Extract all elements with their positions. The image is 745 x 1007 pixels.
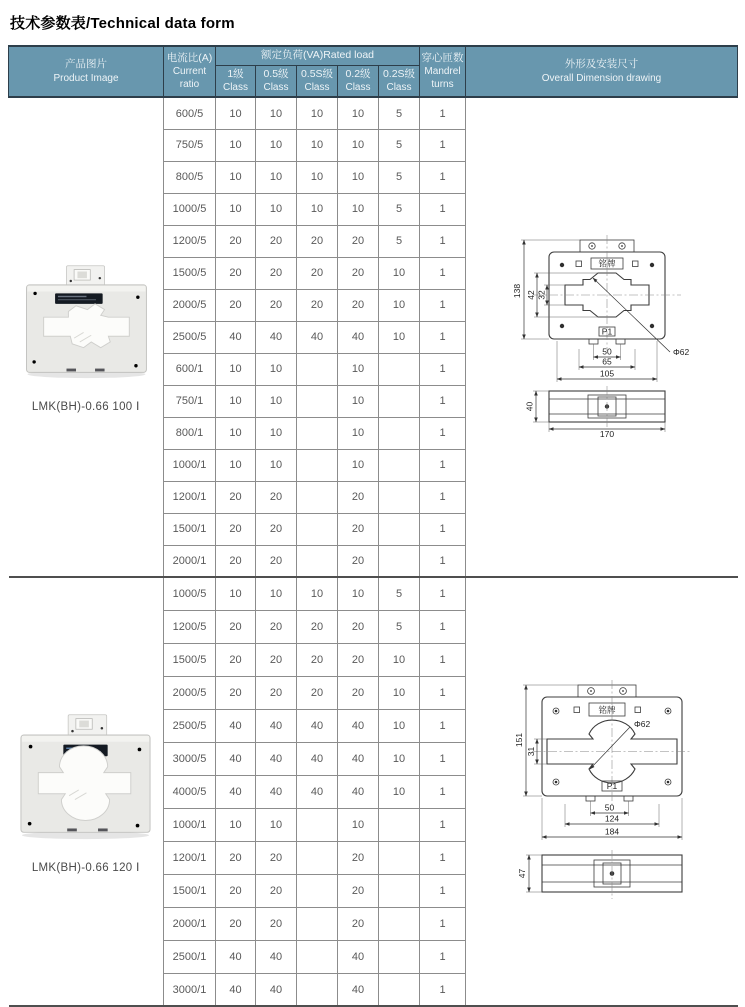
- rated-load-cell: 5: [379, 161, 420, 193]
- current-ratio-cell: 800/1: [164, 417, 216, 449]
- rated-load-cell: 10: [338, 449, 379, 481]
- rated-load-cell: 10: [216, 353, 256, 385]
- rated-load-cell: 10: [216, 129, 256, 161]
- mandrel-turns-cell: 1: [420, 513, 466, 545]
- rated-load-cell: 40: [256, 321, 297, 353]
- rated-load-cell: 20: [297, 610, 338, 643]
- bottom-dimensions: [557, 341, 657, 382]
- current-ratio-cell: 1200/1: [164, 481, 216, 513]
- rated-load-cell: 10: [338, 353, 379, 385]
- mandrel-turns-cell: 1: [420, 709, 466, 742]
- rated-load-cell: 40: [338, 973, 379, 1006]
- rated-load-cell: 10: [379, 321, 420, 353]
- rated-load-cell: 40: [256, 709, 297, 742]
- mandrel-turns-cell: 1: [420, 225, 466, 257]
- current-ratio-cell: 750/1: [164, 385, 216, 417]
- rated-load-cell: 40: [338, 940, 379, 973]
- rated-load-cell: [297, 449, 338, 481]
- current-ratio-cell: 2500/5: [164, 709, 216, 742]
- rated-load-cell: 10: [379, 289, 420, 321]
- class-05s-en: Class: [304, 82, 330, 94]
- rated-load-cell: [297, 481, 338, 513]
- rated-load-cell: 20: [338, 907, 379, 940]
- mandrel-turns-cell: 1: [420, 545, 466, 577]
- rated-load-cell: 10: [216, 808, 256, 841]
- rated-load-cell: [297, 385, 338, 417]
- class-05s-zh: 0.5S级: [300, 67, 334, 80]
- rated-load-cell: 20: [216, 676, 256, 709]
- dim-front-height-2: 151: [513, 732, 524, 747]
- rated-load-cell: 10: [256, 193, 297, 225]
- rating-label: [55, 293, 103, 303]
- rated-load-cell: 20: [216, 874, 256, 907]
- rated-load-cell: 10: [338, 161, 379, 193]
- rated-load-cell: 10: [297, 577, 338, 610]
- diameter-label-1: Φ62: [672, 347, 689, 358]
- current-ratio-cell: 1500/1: [164, 513, 216, 545]
- mandrel-turns-cell: 1: [420, 353, 466, 385]
- rated-load-cell: 20: [256, 545, 297, 577]
- rated-load-cell: 40: [338, 775, 379, 808]
- rated-load-cell: 20: [338, 257, 379, 289]
- header-class-02s: [379, 65, 420, 97]
- table-header: [9, 46, 738, 97]
- front-view: [532, 680, 692, 807]
- current-ratio-cell: 1200/1: [164, 841, 216, 874]
- rated-load-cell: 40: [256, 973, 297, 1006]
- rated-load-cell: 10: [338, 385, 379, 417]
- rated-load-cell: 10: [256, 129, 297, 161]
- rated-load-cell: 20: [216, 289, 256, 321]
- rated-load-cell: 40: [216, 321, 256, 353]
- rated-load-cell: 20: [256, 907, 297, 940]
- rated-load-cell: [379, 481, 420, 513]
- dimension-drawing-1: [477, 231, 727, 438]
- rated-load-cell: 20: [256, 841, 297, 874]
- rated-load-cell: 20: [338, 874, 379, 907]
- rated-load-cell: 10: [256, 808, 297, 841]
- technical-data-table: [8, 45, 738, 1007]
- rated-load-cell: 10: [256, 161, 297, 193]
- rated-load-cell: 40: [216, 775, 256, 808]
- mandrel-turns-cell: 1: [420, 973, 466, 1006]
- rated-load-cell: 40: [297, 742, 338, 775]
- header-current-ratio-en2: ratio: [179, 79, 200, 91]
- rated-load-cell: 20: [338, 610, 379, 643]
- rated-load-cell: 20: [338, 643, 379, 676]
- p1-label-1: P1: [601, 326, 612, 337]
- current-ratio-cell: 2000/5: [164, 676, 216, 709]
- rated-load-cell: 40: [297, 709, 338, 742]
- rated-load-cell: 20: [216, 481, 256, 513]
- product-label-1: LMK(BH)-0.66 100 Ⅰ: [31, 400, 140, 413]
- rated-load-cell: [379, 449, 420, 481]
- current-ratio-cell: 2000/1: [164, 907, 216, 940]
- rated-load-cell: 10: [379, 709, 420, 742]
- rated-load-cell: 20: [256, 610, 297, 643]
- mandrel-turns-cell: 1: [420, 907, 466, 940]
- rated-load-cell: 10: [379, 643, 420, 676]
- dim-side-height-1: 40: [524, 402, 535, 412]
- dim-w1-2: 50: [604, 802, 614, 813]
- header-rated-load: 额定负荷(VA)Rated load: [216, 46, 420, 65]
- dimension-drawing-cell-1: [466, 97, 738, 577]
- product-label-2: LMK(BH)-0.66 120 Ⅰ: [31, 862, 140, 875]
- page-title: 技术参数表/Technical data form: [10, 15, 235, 32]
- rated-load-cell: 20: [338, 545, 379, 577]
- mandrel-turns-cell: 1: [420, 321, 466, 353]
- mandrel-turns-cell: 1: [420, 161, 466, 193]
- rated-load-cell: 40: [256, 742, 297, 775]
- rated-load-cell: 10: [297, 193, 338, 225]
- mandrel-turns-cell: 1: [420, 577, 466, 610]
- current-ratio-cell: 2000/1: [164, 545, 216, 577]
- rated-load-cell: 10: [379, 676, 420, 709]
- rated-load-cell: 40: [338, 709, 379, 742]
- rated-load-cell: 10: [256, 97, 297, 129]
- rated-load-cell: [297, 545, 338, 577]
- rated-load-cell: 20: [216, 225, 256, 257]
- header-mandrel-en2: turns: [431, 79, 454, 91]
- rated-load-cell: [297, 417, 338, 449]
- current-ratio-cell: 4000/5: [164, 775, 216, 808]
- current-ratio-cell: 1500/1: [164, 874, 216, 907]
- class-1-en: Class: [222, 82, 248, 94]
- rated-load-cell: 20: [256, 289, 297, 321]
- rated-load-cell: 10: [338, 129, 379, 161]
- header-product-image-en: Product Image: [53, 72, 119, 84]
- mandrel-turns-cell: 1: [420, 417, 466, 449]
- header-dimension-drawing: [466, 46, 738, 97]
- section-lmk-100: [9, 97, 738, 577]
- rated-load-cell: 20: [216, 513, 256, 545]
- rated-load-cell: [297, 808, 338, 841]
- mandrel-turns-cell: 1: [420, 808, 466, 841]
- rated-load-cell: [297, 513, 338, 545]
- mandrel-turns-cell: 1: [420, 775, 466, 808]
- mandrel-turns-cell: 1: [420, 449, 466, 481]
- current-ratio-cell: 1200/5: [164, 610, 216, 643]
- rated-load-cell: 10: [297, 161, 338, 193]
- rated-load-cell: 5: [379, 129, 420, 161]
- header-product-image: [9, 46, 164, 97]
- section-lmk-120: [9, 577, 738, 1006]
- rated-load-cell: 20: [338, 513, 379, 545]
- current-ratio-cell: 600/1: [164, 353, 216, 385]
- rated-load-cell: 20: [338, 481, 379, 513]
- current-ratio-cell: 1500/5: [164, 643, 216, 676]
- rated-load-cell: [379, 973, 420, 1006]
- rated-load-cell: [379, 385, 420, 417]
- dim-hole-inner-2: 31: [525, 746, 536, 757]
- header-class-05: [256, 65, 297, 97]
- rated-load-cell: 20: [216, 643, 256, 676]
- rated-load-cell: 10: [338, 417, 379, 449]
- p1-label-2: P1: [606, 780, 617, 791]
- rated-load-cell: 10: [338, 808, 379, 841]
- rated-load-cell: [379, 841, 420, 874]
- dim-w1-1: 50: [602, 346, 612, 357]
- mandrel-turns-cell: 1: [420, 193, 466, 225]
- rated-load-cell: 10: [379, 742, 420, 775]
- rated-load-cell: 10: [338, 577, 379, 610]
- rated-load-cell: 10: [297, 129, 338, 161]
- rated-load-cell: 5: [379, 225, 420, 257]
- rated-load-cell: 10: [256, 417, 297, 449]
- header-mandrel-turns: [420, 46, 466, 97]
- rated-load-cell: 20: [256, 481, 297, 513]
- product-photo-2: [13, 709, 158, 841]
- rated-load-cell: 10: [338, 193, 379, 225]
- mandrel-turns-cell: 1: [420, 874, 466, 907]
- header-current-ratio-zh: 电流比(A): [166, 51, 213, 64]
- dim-front-height-1: 138: [511, 284, 522, 299]
- class-02s-zh: 0.2S级: [382, 67, 416, 80]
- rated-load-cell: 20: [297, 225, 338, 257]
- rated-load-cell: 20: [297, 257, 338, 289]
- table-row: [9, 97, 738, 129]
- current-ratio-cell: 2000/5: [164, 289, 216, 321]
- rated-load-cell: [297, 874, 338, 907]
- current-ratio-cell: 1000/5: [164, 193, 216, 225]
- rated-load-cell: 20: [216, 545, 256, 577]
- mandrel-turns-cell: 1: [420, 289, 466, 321]
- rated-load-cell: [297, 907, 338, 940]
- rated-load-cell: 20: [338, 225, 379, 257]
- rated-load-cell: 10: [256, 449, 297, 481]
- rated-load-cell: 5: [379, 577, 420, 610]
- rated-load-cell: [297, 940, 338, 973]
- vertical-dimensions: [514, 685, 578, 796]
- rated-load-cell: 10: [256, 577, 297, 610]
- rated-load-cell: [379, 940, 420, 973]
- rated-load-cell: [297, 841, 338, 874]
- mandrel-turns-cell: 1: [420, 97, 466, 129]
- table-row: [9, 577, 738, 610]
- mandrel-turns-cell: 1: [420, 257, 466, 289]
- rated-load-cell: 10: [216, 97, 256, 129]
- rated-load-cell: 10: [297, 97, 338, 129]
- front-view: [533, 235, 690, 357]
- class-1-zh: 1级: [227, 67, 244, 80]
- current-ratio-cell: 800/5: [164, 161, 216, 193]
- rated-load-cell: 10: [216, 577, 256, 610]
- rated-load-cell: 10: [216, 449, 256, 481]
- header-dimension-zh: 外形及安装尺寸: [564, 58, 639, 71]
- dim-side-height-2: 47: [516, 868, 527, 879]
- rated-load-cell: [379, 353, 420, 385]
- current-ratio-cell: 2500/5: [164, 321, 216, 353]
- rated-load-cell: [379, 513, 420, 545]
- rated-load-cell: [297, 353, 338, 385]
- class-05-en: Class: [263, 82, 289, 94]
- header-class-02: [338, 65, 379, 97]
- class-02-en: Class: [345, 82, 371, 94]
- header-mandrel-zh: 穿心匝数: [421, 51, 464, 64]
- header-class-05s: [297, 65, 338, 97]
- rated-load-cell: 10: [256, 353, 297, 385]
- nameplate-text-1: 铭牌: [598, 258, 616, 269]
- dim-w2-2: 124: [604, 813, 619, 824]
- rated-load-cell: 20: [338, 289, 379, 321]
- dim-w3-2: 184: [604, 826, 619, 837]
- mandrel-turns-cell: 1: [420, 742, 466, 775]
- rated-load-cell: 20: [256, 257, 297, 289]
- current-ratio-cell: 3000/5: [164, 742, 216, 775]
- rated-load-cell: 20: [216, 841, 256, 874]
- rated-load-cell: 10: [216, 385, 256, 417]
- mandrel-turns-cell: 1: [420, 481, 466, 513]
- current-ratio-cell: 1000/1: [164, 449, 216, 481]
- header-dimension-en: Overall Dimension drawing: [541, 72, 662, 84]
- rated-load-cell: 20: [256, 643, 297, 676]
- rated-load-cell: 10: [216, 417, 256, 449]
- rated-load-cell: 10: [216, 193, 256, 225]
- rated-load-cell: 20: [216, 610, 256, 643]
- header-mandrel-en1: Mandrel: [424, 66, 461, 78]
- current-ratio-cell: 1200/5: [164, 225, 216, 257]
- rated-load-cell: 20: [297, 676, 338, 709]
- rated-load-cell: 10: [216, 161, 256, 193]
- rated-load-cell: 10: [256, 385, 297, 417]
- current-ratio-cell: 600/5: [164, 97, 216, 129]
- dim-w3-1: 105: [599, 368, 614, 379]
- rated-load-cell: 10: [379, 257, 420, 289]
- product-image-cell-1: [9, 97, 164, 577]
- current-ratio-cell: 2500/1: [164, 940, 216, 973]
- current-ratio-cell: 1500/5: [164, 257, 216, 289]
- dim-side-width-1: 170: [599, 429, 614, 439]
- rated-load-cell: [379, 874, 420, 907]
- current-ratio-cell: 750/5: [164, 129, 216, 161]
- rated-load-cell: 20: [216, 907, 256, 940]
- side-view: [517, 850, 682, 899]
- current-ratio-cell: 3000/1: [164, 973, 216, 1006]
- rated-load-cell: [379, 907, 420, 940]
- side-view: [524, 386, 665, 438]
- bottom-dimensions: [542, 798, 682, 840]
- rated-load-cell: 40: [256, 775, 297, 808]
- dimension-drawing-2: [477, 672, 727, 907]
- mandrel-turns-cell: 1: [420, 129, 466, 161]
- rated-load-cell: [379, 808, 420, 841]
- rated-load-cell: 20: [256, 225, 297, 257]
- rated-load-cell: 40: [216, 742, 256, 775]
- dim-hole-outer-1: 42: [525, 290, 536, 301]
- rated-load-cell: 5: [379, 193, 420, 225]
- rated-load-cell: 40: [338, 742, 379, 775]
- rated-load-cell: 40: [297, 321, 338, 353]
- rated-load-cell: 10: [379, 775, 420, 808]
- mandrel-turns-cell: 1: [420, 676, 466, 709]
- rated-load-cell: [379, 545, 420, 577]
- rated-load-cell: 40: [256, 940, 297, 973]
- class-02-zh: 0.2级: [345, 67, 371, 80]
- diameter-label-2: Φ62: [633, 718, 650, 729]
- rated-load-cell: 20: [297, 289, 338, 321]
- rated-load-cell: 20: [338, 676, 379, 709]
- mandrel-turns-cell: 1: [420, 940, 466, 973]
- current-ratio-cell: 1000/1: [164, 808, 216, 841]
- rated-load-cell: [379, 417, 420, 449]
- rated-load-cell: 10: [338, 97, 379, 129]
- rated-load-cell: 20: [256, 874, 297, 907]
- product-image-cell-2: [9, 577, 164, 1006]
- mandrel-turns-cell: 1: [420, 385, 466, 417]
- rated-load-cell: 40: [338, 321, 379, 353]
- rated-load-cell: 20: [256, 676, 297, 709]
- rated-load-cell: 40: [216, 940, 256, 973]
- class-02s-en: Class: [386, 82, 412, 94]
- terminal-block: [66, 266, 104, 286]
- terminal-block: [68, 715, 107, 736]
- dim-hole-inner-1: 32: [536, 290, 547, 301]
- dim-w2-1: 65: [602, 356, 612, 367]
- mandrel-turns-cell: 1: [420, 610, 466, 643]
- class-05-zh: 0.5级: [263, 67, 289, 80]
- rated-load-cell: 20: [216, 257, 256, 289]
- rated-load-cell: [297, 973, 338, 1006]
- product-photo-1: [17, 262, 155, 380]
- dimension-drawing-cell-2: [466, 577, 738, 1006]
- rated-load-cell: 20: [297, 643, 338, 676]
- mandrel-turns-cell: 1: [420, 841, 466, 874]
- rated-load-cell: 20: [256, 513, 297, 545]
- nameplate-text-2: 铭牌: [598, 704, 616, 715]
- header-product-image-zh: 产品图片: [65, 58, 107, 71]
- header-current-ratio: [164, 46, 216, 97]
- current-ratio-cell: 1000/5: [164, 577, 216, 610]
- header-current-ratio-en1: Current: [172, 66, 207, 78]
- header-class-1: [216, 65, 256, 97]
- rated-load-cell: 40: [297, 775, 338, 808]
- rated-load-cell: 20: [338, 841, 379, 874]
- rated-load-cell: 5: [379, 610, 420, 643]
- mandrel-turns-cell: 1: [420, 643, 466, 676]
- rated-load-cell: 40: [216, 973, 256, 1006]
- vertical-dimensions: [512, 240, 598, 339]
- rated-load-cell: 40: [216, 709, 256, 742]
- rated-load-cell: 5: [379, 97, 420, 129]
